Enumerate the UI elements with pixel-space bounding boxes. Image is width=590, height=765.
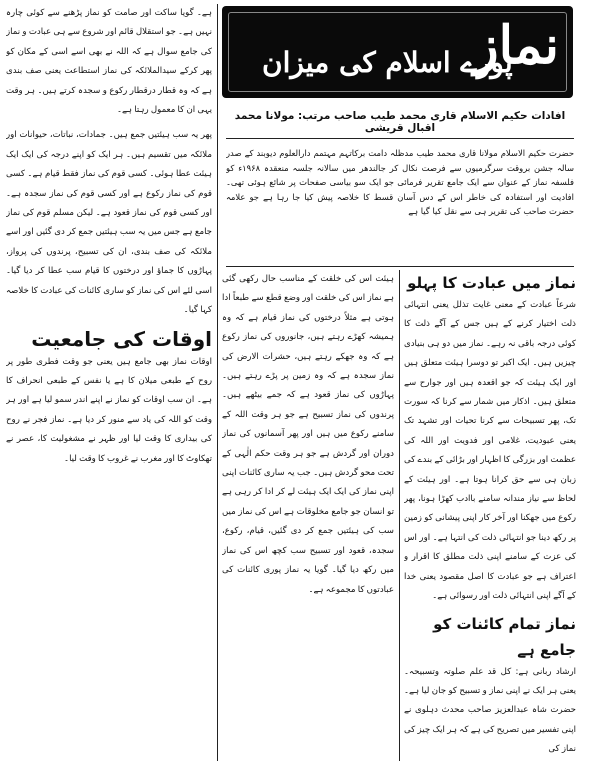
right-paragraph-2: ارشاد ربانی ہے: کل قد علم صلوتہ وتسبیحہ۔ یعنی ہر ایک نے اپنی نماز و تسبیح کو جان لیا ہے۔ حضرت شاہ عبدالعزیز صاحب محدث دہلوی نے اپنی تفسیر میں تصریح کی ہے کہ ہر ایک چیز کی نماز کی [404,666,576,755]
byline-rule [226,138,574,139]
right-paragraph-1: شرعاً عبادت کے معنی غایت تذلل یعنی انتہائی ذلت اختیار کرنے کے ہیں جس کے آگے ذلت کا کوئی درجہ باقی نہ رہے۔ نماز میں دو ہی بنیادی چیزیں ہیں۔ ایک اکبر تو دوسرا ہیئت متعلق ہیں اور ایک ہیئت کہ جو اقعدہ ہیں اور جوارح سے متعلق ہیں۔ اذکار میں شمار سے کرنا کہ سورت تک، پھر تسبیحات سے کرنا تحیات اور تشہد تک یعنی عبودیت، غلامی اور فدویت اور اللہ کی عظمت اور بزرگی کا اظہار اور بڑائی کے بندے کی زبان ہی سے حق کرانا ہوتا ہے۔ اور ہیئت کے لحاظ سے نیاز مندانہ سامنے باادب کھڑا ہونا، پھر رکوع میں جھکنا اور آخر کار اپنی پیشانی کو زمین پر رکھ دینا جو انتہائی ذلت کی انتہا ہے۔ اور اس کی عزت کے سامنے اپنی ذلت مطلق کا اقرار و اعتراف ہے جو عبادت کا اصل مقصود یعنی خدا کے آگے اپنی انتہائی ذلت اور رسوائی ہے۔ [404,300,576,602]
intro-box [226,146,574,261]
intro-rule [226,266,574,267]
left-heading-awqat: اوقات کی جامعیت [31,326,212,351]
left-paragraph-2: پھر یہ سب ہیئتیں جمع ہیں۔ جمادات، نباتات، حیوانات اور ملائکہ میں تقسیم ہیں۔ ہر ایک کو اپنے درجہ کی ایک ایک ہیئت عطا ہوئی۔ کسی قوم کی نماز فقط قیام ہے۔ کسی قوم کی نماز رکوع ہے اور کسی قوم کی نماز سجدہ ہے۔ اور کسی قوم کی نماز قعود ہے۔ لیکن مسلم قوم کی نماز جامع ہے جس میں یہ سب ہیئتیں جمع کر دی گئیں اور اسے ملائکہ کی صف بندی، ان کی تسبیح، پرندوں کی پرواز، پہاڑوں کا جماؤ اور درختوں کا قیام سب عطا کر دیا گیا۔ اسی لئے اس کی نماز کو ساری کائنات کی عبادت کا خلاصہ کہا گیا۔ [6,130,212,316]
left-paragraph-3: اوقات نماز بھی جامع ہیں یعنی جو وقت فطری طور پر روح کے طبعی میلان کا ہے یا نفس کے طبعی انحراف کا ہے۔ ان سب اوقات کو نماز نے اپنے اندر سمو لیا ہے اور ہر وقت کو اللہ کی یاد سے منور کر دیا ہے۔ نماز فجر نے روح کی بیداری کا وقت لیا اور ظہر نے مشغولیت کا، عصر نے تھکاوٹ کا اور مغرب نے غروب کا وقت لیا۔ [6,356,212,464]
column-divider-left [217,4,218,761]
left-column [6,4,212,761]
right-column [404,270,576,761]
byline: افادات حکیم الاسلام قاری محمد طیب صاحب مرتب: مولانا محمد اقبال قریشی [234,110,566,134]
left-paragraph-1: ہے۔ گویا ساکت اور صامت کو نماز پڑھنے سے کوئی چارہ نہیں ہے۔ جو استقلال قائم اور شروع سے ہی عبادت و نماز کی جامع سوال ہے کہ اللہ نے بھی اسے اسی کے مکان کو پھر کرکے سیدالملائکہ کی نماز استطاعت یعنی صف بندی ہے کہ وہ قطار درقطار رکوع و سجدہ کرتے ہیں۔ ہر وقت یہی ان کا معمول رہتا ہے۔ [6,8,212,116]
right-heading-ibadat: نماز میں عبادت کا پہلو [407,274,576,292]
title-banner [222,6,573,98]
middle-column [222,270,394,761]
column-divider-right [399,270,400,761]
intro-text: حضرت حکیم الاسلام مولانا قاری محمد طیب مدظلہ دامت برکاتہم مہتمم دارالعلوم دیوبند کے صدر سالہ جشن بروقت سرگرمیوں سے فرصت نکال کر جالندھر میں سالانہ جلسہ منعقدہ ۱۹۶۸ء کو فلسفہ نماز کے عنوان سے ایک جامع تقریر فرمائی جو ایک سو بیاسی صفحات پر شائع ہوئی تھی۔ افادیت اور استفادہ کی خاطر اس کے دس آسان قسط کا خلاصہ پیش کیا جا رہا ہے جو علامہ حضرت صاحب کی تقریر ہی سے نقل کیا گیا ہے [226,148,574,216]
title-subtitle: پورے اسلام کی میزان [262,46,513,79]
right-heading-kainat: نماز تمام کائنات کو جامع ہے [433,614,576,659]
title-main: نماز [473,15,559,76]
middle-paragraph-1: ہیئت اس کی خلقت کے مناسب حال رکھی گئی ہے نماز اس کی خلقت اور وضع قطع سے طبعاً ادا ہوتی ہے مثلاً درختوں کی نماز قیام ہے کہ وہ ہمیشہ کھڑے رہتے ہیں، جانوروں کی نماز رکوع ہے کہ وہ جھکے رہتے ہیں، حشرات الارض کی نماز سجدہ ہے کہ وہ زمین پر پڑے رہتے ہیں۔ پہاڑوں کی نماز قعود ہے کہ جمے بیٹھے ہیں۔ پرندوں کی نماز تسبیح ہے جو ہر وقت اللہ کے سامنے رکوع میں ہیں اور پھر آسمانوں کی نماز دوران اور گردش ہے جو ہر وقت حکم الٰہی کے تحت محو گردش ہیں۔ جب یہ ساری کائنات اپنی اپنی نماز کی ایک ایک ہیئت لے کر ادا کر رہی ہے تو انسان جو جامع مخلوقات ہے اس کی نماز میں سب کی ہیئتیں جمع کر دی گئیں، قیام، رکوع، سجدہ، قعود اور تسبیح سب کچھ اس کی نماز میں رکھ دیا گیا۔ گویا یہ نماز پوری کائنات کی عبادتوں کا مجموعہ ہے۔ [222,274,394,595]
